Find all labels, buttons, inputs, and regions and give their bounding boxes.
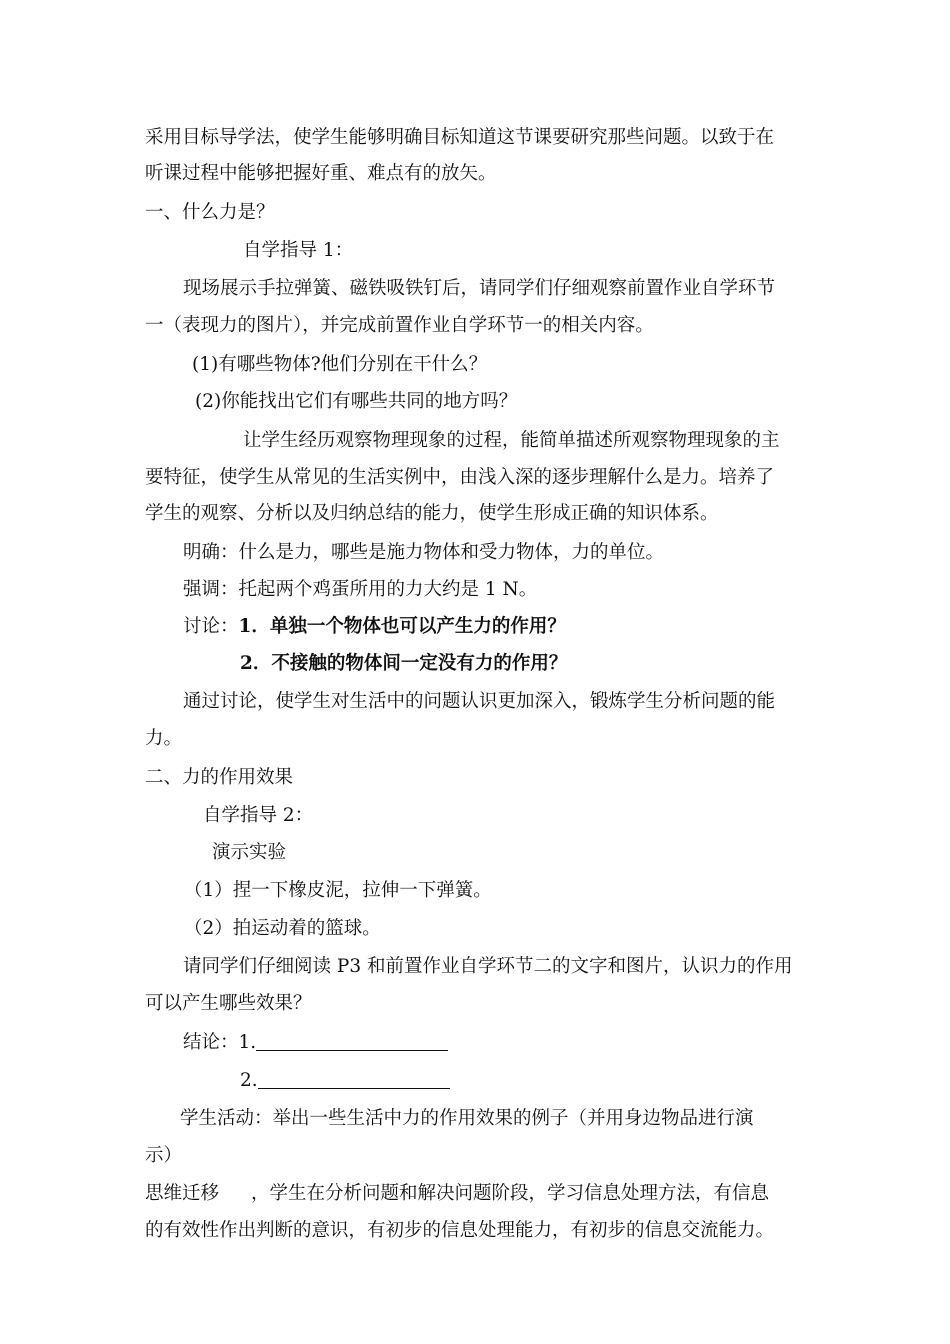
paragraph-line: 学生的观察、分析以及归纳总结的能力，使学生形成正确的知识体系。: [145, 503, 719, 524]
paragraph-line: 力。: [145, 728, 183, 749]
conclusion-number: 2.: [240, 1070, 258, 1091]
paragraph-line: 让学生经历观察物理现象的过程，能简单描述所观察物理现象的主: [243, 430, 780, 451]
thinking-transfer-text: ，学生在分析问题和解决问题阶段，学习信息处理方法，有信息: [251, 1183, 770, 1204]
conclusion-label: 结论：: [183, 1032, 239, 1053]
discussion-question-1: 1．单独一个物体也可以产生力的作用？: [238, 616, 566, 637]
paragraph-line: 通过讨论，使学生对生活中的问题认识更加深入，锻炼学生分析问题的能: [183, 691, 776, 712]
paragraph-line: 听课过程中能够把握好重、难点有的放矢。: [145, 163, 497, 184]
paragraph-line: 学生活动：举出一些生活中力的作用效果的例子（并用身边物品进行演: [180, 1108, 754, 1129]
paragraph-line: 采用目标导学法，使学生能够明确目标知道这节课要研究那些问题。以致于在: [145, 127, 775, 148]
discussion-line: [183, 615, 566, 639]
section-heading-force-effects: 二、力的作用效果: [145, 767, 294, 788]
conclusion-line-1: [183, 1031, 448, 1055]
fill-in-blank[interactable]: [258, 1070, 450, 1089]
thinking-transfer-label: 思维迁移: [145, 1183, 220, 1204]
conclusion-number: 1.: [238, 1032, 257, 1053]
paragraph-line: 现场展示手拉弹簧、磁铁吸铁钉后，请同学们仔细观察前置作业自学环节: [183, 278, 776, 299]
paragraph-line: 要特征，使学生从常见的生活实例中，由浅入深的逐步理解什么是力。培养了: [145, 467, 775, 488]
self-study-guide-2-title: 自学指导 2：: [203, 805, 314, 826]
question-item: (2)你能找出它们有哪些共同的地方吗？: [195, 391, 518, 412]
paragraph-line: 的有效性作出判断的意识，有初步的信息处理能力，有初步的信息交流能力。: [145, 1220, 775, 1241]
paragraph-line: 示）: [145, 1145, 183, 1166]
demo-item: （2）拍运动着的篮球。: [184, 918, 381, 939]
paragraph-line: 一（表现力的图片），并完成前置作业自学环节一的相关内容。: [145, 315, 654, 336]
conclusion-line-2: [240, 1069, 450, 1093]
question-item: (1)有哪些物体?他们分别在干什么？: [192, 354, 488, 375]
thinking-transfer-line: [145, 1182, 769, 1206]
demo-experiment-title: 演示实验: [212, 842, 287, 863]
discussion-question-2: 2．不接触的物体间一定没有力的作用？: [240, 653, 568, 674]
fill-in-blank[interactable]: [256, 1032, 448, 1051]
demo-item: （1）捏一下橡皮泥，拉伸一下弹簧。: [184, 880, 492, 901]
paragraph-line: 请同学们仔细阅读 P3 和前置作业自学环节二的文字和图片，认识力的作用: [183, 956, 793, 977]
clarification-line: 明确：什么是力，哪些是施力物体和受力物体，力的单位。: [183, 542, 665, 563]
section-heading-what-is-force: 一、什么力是？: [145, 202, 275, 223]
self-study-guide-1-title: 自学指导 1：: [243, 240, 354, 261]
discussion-label: 讨论：: [183, 616, 239, 637]
paragraph-line: 可以产生哪些效果？: [145, 993, 312, 1014]
emphasis-line: 强调：托起两个鸡蛋所用的力大约是 1 N。: [183, 579, 538, 600]
